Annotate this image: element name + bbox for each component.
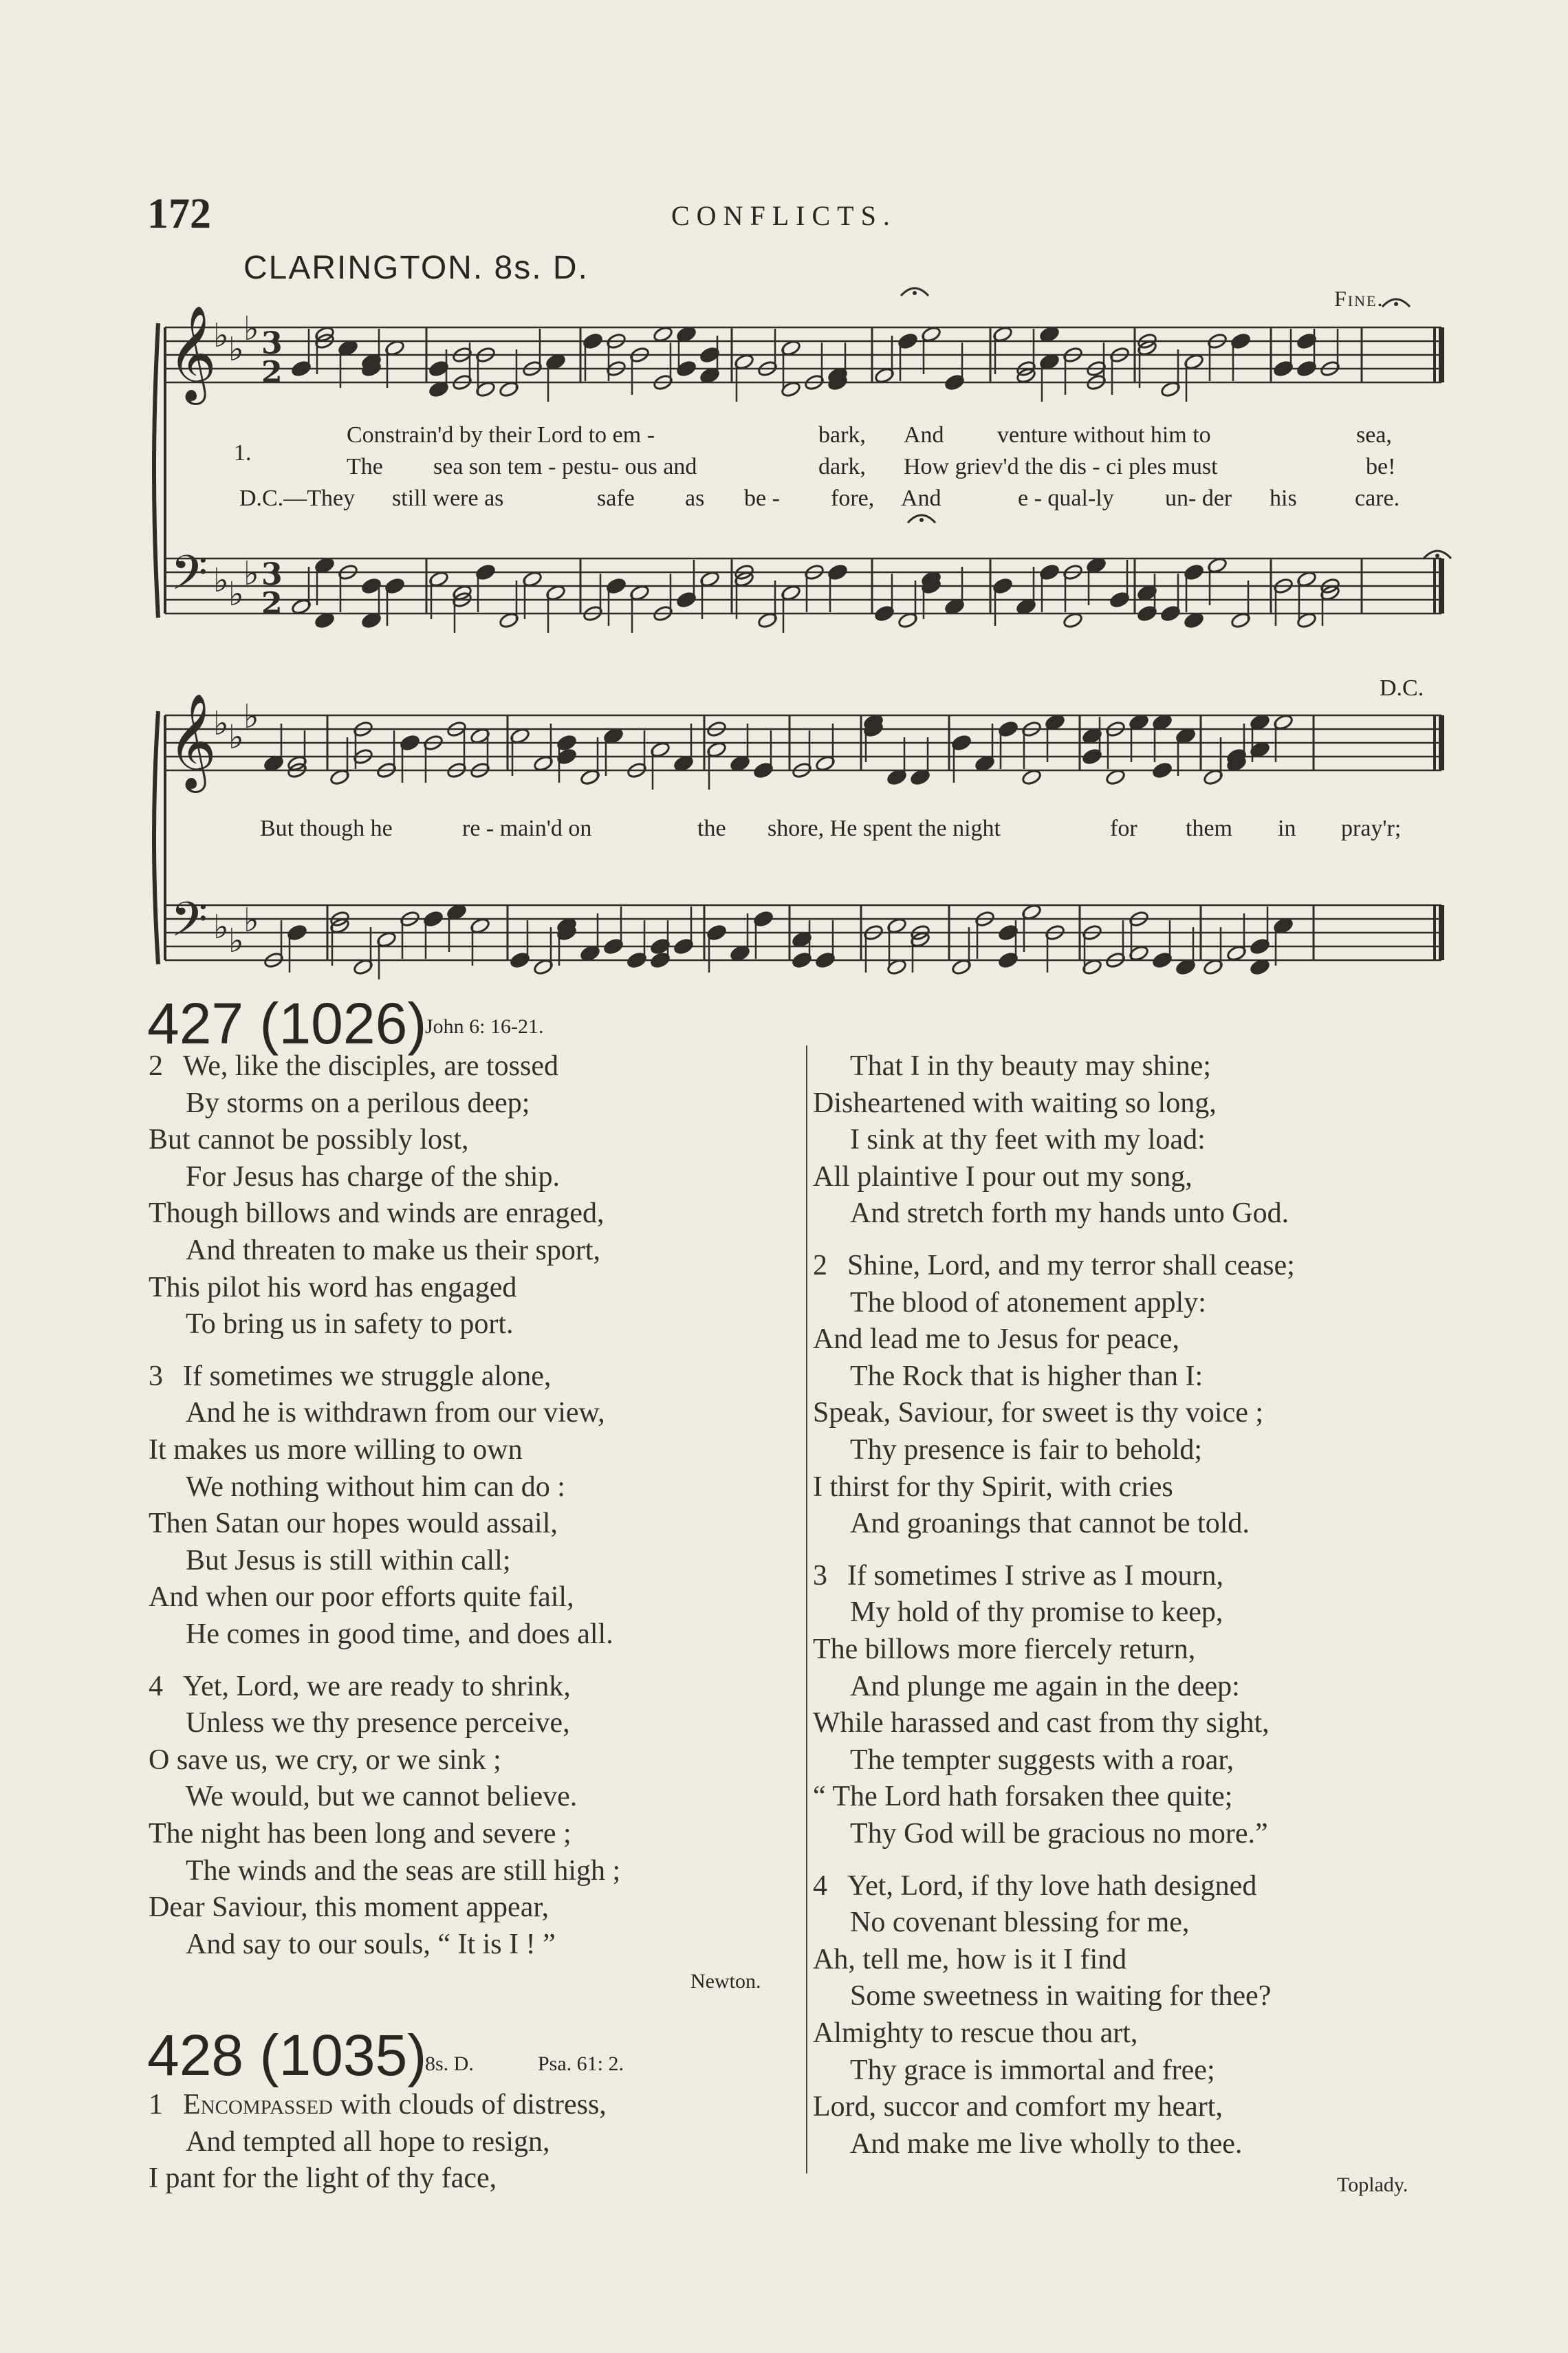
- verse-line: [850, 1744, 1234, 1777]
- bass-clef-symbol: 𝄢: [171, 891, 208, 959]
- line-text: And he is withdrawn from our view,: [186, 1397, 605, 1429]
- lyric-syllable: e - qual-ly: [1018, 486, 1114, 511]
- fermata-dot: [913, 291, 917, 295]
- verse-line: [149, 1507, 558, 1540]
- lyric-syllable: The: [347, 454, 383, 479]
- flat-symbol: ♭: [228, 718, 244, 757]
- lyric-syllable: for: [1110, 816, 1137, 841]
- verse-line: [186, 1396, 605, 1429]
- verse-line: [813, 2090, 1223, 2123]
- verse-line: [813, 1249, 1295, 1282]
- lyric-syllable: bark,: [818, 422, 866, 448]
- line-text: And threaten to make us their sport,: [186, 1235, 601, 1266]
- verse-line: [813, 1323, 1179, 1356]
- line-text: Then Satan our hopes would assail,: [149, 1508, 558, 1540]
- hymn-428-meter: 8s. D.: [425, 2052, 474, 2075]
- verse-line: [813, 1396, 1263, 1429]
- verse-line: [186, 1780, 577, 1813]
- verse-line: [813, 1706, 1270, 1739]
- flat-symbol: ♭: [228, 330, 244, 369]
- line-text: Almighty to rescue thou art,: [813, 2017, 1138, 2049]
- lyric-syllable: be -: [744, 486, 780, 511]
- verse-line: All plaintive I pour out my song,: [813, 1160, 1193, 1193]
- line-text: While harassed and cast from thy sight,: [813, 1707, 1270, 1739]
- hymn-427-reference: John 6: 16-21.: [425, 1015, 544, 1038]
- hymn-427-author: Newton.: [690, 1970, 761, 1993]
- fine-marking: Fine.: [1334, 286, 1384, 311]
- time-signature: 3: [261, 557, 283, 592]
- verse-line: [813, 1559, 1223, 1592]
- line-text: We would, but we cannot believe.: [186, 1781, 578, 1813]
- hymn-428-number: 428 (1035): [147, 2023, 427, 2088]
- flat-symbol: ♭: [228, 922, 244, 960]
- flat-symbol: ♭: [243, 554, 259, 593]
- verse-line: [186, 1160, 560, 1193]
- line-text: To bring us in safety to port.: [186, 1308, 514, 1341]
- treble-clef-symbol: 𝄞: [168, 305, 217, 401]
- line-text: And say to our souls, “ It is I ! ”: [186, 1928, 556, 1960]
- stanza-number: 2: [149, 1050, 163, 1082]
- tune-name: CLARINGTON. 8s. D.: [243, 250, 589, 286]
- lyric-syllable: them: [1186, 816, 1232, 841]
- hymn-427-number: 427 (1026): [147, 991, 427, 1056]
- lyric-syllable: safe: [597, 486, 635, 511]
- line-text: Unless we thy presence perceive,: [186, 1707, 570, 1739]
- verse-line: [149, 1197, 605, 1230]
- treble-clef-symbol: 𝄞: [168, 693, 217, 789]
- verse-line: [186, 1471, 565, 1504]
- lyric-syllable: venture without him to: [997, 422, 1211, 448]
- line-text: Lord, succor and comfort my heart,: [813, 2091, 1223, 2123]
- verse-line: [850, 2127, 1242, 2160]
- hymn-428-stanza-1-line-1: [149, 2088, 607, 2121]
- line-text: Thy God will be gracious no more.”: [850, 1818, 1268, 1850]
- line-text: And lead me to Jesus for peace,: [813, 1323, 1179, 1356]
- hymn-428-reference: Psa. 61: 2.: [538, 2052, 624, 2075]
- line-text: Thy presence is fair to behold;: [850, 1434, 1202, 1466]
- lyric-syllable: care.: [1355, 486, 1400, 511]
- verse-line: Disheartened with waiting so long,: [813, 1087, 1217, 1119]
- verse-line: [813, 1471, 1173, 1504]
- line-text: If sometimes I strive as I mourn,: [847, 1559, 1224, 1592]
- verse-line: I pant for the light of thy face,: [149, 2162, 497, 2195]
- flat-symbol: ♭: [213, 704, 229, 743]
- verse-line: That I in thy beauty may shine;: [850, 1050, 1211, 1082]
- line-text: Thy grace is immortal and free;: [850, 2054, 1215, 2086]
- line-text: He comes in good time, and does all.: [186, 1618, 613, 1650]
- lyric-syllable: fore,: [831, 486, 875, 511]
- line-text: The billows more fiercely return,: [813, 1634, 1196, 1665]
- time-signature: 2: [261, 355, 283, 390]
- line-rest: with clouds of distress,: [340, 2089, 607, 2121]
- verse-line: And tempted all hope to resign,: [186, 2125, 550, 2158]
- stanza-number: 4: [149, 1670, 163, 1702]
- lyric-syllable: And: [904, 422, 944, 448]
- dc-marking: D.C.: [1380, 675, 1424, 701]
- flat-symbol: ♭: [213, 316, 229, 355]
- lyric-syllable: sea son tem - pestu- ous and: [433, 454, 697, 479]
- verse-line: [850, 1906, 1189, 1939]
- line-text: Dear Saviour, this moment appear,: [149, 1891, 549, 1924]
- verse-line: [850, 1817, 1268, 1850]
- fermata-dot: [1394, 302, 1398, 306]
- line-text: My hold of thy promise to keep,: [850, 1596, 1223, 1629]
- lyric-syllable: shore, He spent the night: [767, 816, 1001, 841]
- verse-line: [850, 2054, 1215, 2087]
- line-text: O save us, we cry, or we sink ;: [149, 1744, 501, 1776]
- line-text: Yet, Lord, if thy love hath designed: [847, 1869, 1257, 1902]
- line-text: And groanings that cannot be told.: [850, 1508, 1250, 1540]
- verse-line: And stretch forth my hands unto God.: [850, 1197, 1289, 1230]
- verse-line: [186, 1544, 511, 1577]
- system-brace: [154, 323, 158, 618]
- line-text: Speak, Saviour, for sweet is thy voice ;: [813, 1397, 1264, 1429]
- note-head: [1152, 761, 1173, 779]
- lyric-syllable: dark,: [818, 454, 866, 479]
- time-signature: 2: [261, 586, 283, 621]
- fermata-dot: [919, 518, 924, 522]
- verse-line: [813, 1633, 1195, 1666]
- line-text: Though billows and winds are enraged,: [149, 1197, 605, 1230]
- line-text: But cannot be possibly lost,: [149, 1124, 469, 1156]
- lyric-syllable: re - main'd on: [462, 816, 592, 841]
- verse-line: [813, 1780, 1232, 1813]
- verse-line: [186, 1706, 570, 1739]
- system-brace: [154, 711, 158, 964]
- line-text: The Rock that is higher than I:: [850, 1360, 1204, 1392]
- verse-line: [186, 1854, 620, 1887]
- line-text: The winds and the seas are still high ;: [186, 1854, 621, 1887]
- fermata-dot: [1435, 554, 1439, 558]
- verse-line: [186, 1928, 556, 1961]
- line-text: And make me live wholly to thee.: [850, 2127, 1243, 2160]
- line-text: But Jesus is still within call;: [186, 1544, 511, 1576]
- verse-line: [186, 1618, 613, 1651]
- lyric-syllable: pray'r;: [1341, 816, 1402, 841]
- line-text: The blood of atonement apply:: [850, 1286, 1206, 1319]
- verse-line: [850, 1507, 1250, 1540]
- staff-notation: [0, 0, 1568, 990]
- line-text: I thirst for thy Spirit, with cries: [813, 1471, 1173, 1503]
- line-text: Yet, Lord, we are ready to shrink,: [183, 1670, 571, 1702]
- lyric-syllable: D.C.—They: [239, 486, 356, 511]
- verse-line: [149, 1050, 558, 1083]
- line-text: It makes us more willing to own: [149, 1434, 523, 1466]
- verse-line: [149, 1123, 469, 1156]
- lyric-syllable: How griev'd the dis - ci ples must: [904, 454, 1218, 479]
- running-head: CONFLICTS.: [671, 200, 897, 231]
- flat-symbol: ♭: [243, 901, 259, 940]
- verse-line: [813, 2017, 1137, 2050]
- line-text: No covenant blessing for me,: [850, 1907, 1190, 1939]
- stanza-number: 3: [813, 1559, 827, 1592]
- verse-line: [149, 1433, 523, 1466]
- column-divider: [806, 1045, 807, 2173]
- verse-line: [850, 1360, 1203, 1393]
- line-text: We nothing without him can do :: [186, 1471, 565, 1503]
- flat-symbol: ♭: [243, 310, 259, 348]
- line-text: For Jesus has charge of the ship.: [186, 1160, 560, 1193]
- verse-line: [186, 1308, 514, 1341]
- lyric-syllable: the: [697, 816, 726, 841]
- lyric-syllable: as: [685, 486, 705, 511]
- line-text: Ah, tell me, how is it I find: [813, 1943, 1127, 1975]
- verse-line: [850, 1596, 1223, 1629]
- verse-line: [850, 1433, 1202, 1466]
- verse-line: [149, 1817, 571, 1850]
- verse-line: [149, 1670, 571, 1703]
- stanza-number: 2: [813, 1250, 827, 1281]
- verse-line: [850, 1980, 1271, 2013]
- verse-line: I sink at thy feet with my load:: [850, 1124, 1206, 1156]
- verse-line: [149, 1581, 574, 1614]
- page-number: 172: [147, 191, 211, 237]
- verse-line: [850, 1286, 1206, 1319]
- verse-line: [149, 1360, 551, 1393]
- stanza-number: 3: [149, 1360, 163, 1392]
- verse-line: [149, 1891, 549, 1924]
- line-text: The night has been long and severe ;: [149, 1818, 571, 1850]
- line-text: And plunge me again in the deep:: [850, 1670, 1240, 1702]
- line-text: And when our poor efforts quite fail,: [149, 1581, 574, 1614]
- lyric-syllable: But though he: [260, 816, 393, 841]
- small-caps-lead: Encompassed: [183, 2089, 333, 2121]
- time-signature: 3: [261, 326, 283, 361]
- hymn-428-author: Toplady.: [1337, 2173, 1408, 2196]
- lyric-syllable: in: [1278, 816, 1296, 841]
- line-text: Shine, Lord, and my terror shall cease;: [847, 1250, 1295, 1281]
- lyric-syllable: his: [1270, 486, 1297, 511]
- lyric-syllable: And: [901, 486, 941, 511]
- line-text: We, like the disciples, are tossed: [183, 1050, 558, 1082]
- verse-line: [186, 1087, 530, 1120]
- verse-line: [813, 1943, 1126, 1976]
- lyric-syllable: Constrain'd by their Lord to em -: [347, 422, 655, 448]
- lyric-syllable: still were as: [392, 486, 504, 511]
- verse-line: [850, 1670, 1240, 1703]
- flat-symbol: ♭: [228, 575, 244, 614]
- verse-number: 1.: [234, 440, 252, 466]
- lyric-syllable: be!: [1366, 454, 1396, 479]
- note-head: [627, 951, 647, 968]
- verse-line: [149, 1271, 516, 1304]
- verse-line: [813, 1869, 1256, 1902]
- line-text: “ The Lord hath forsaken thee quite;: [813, 1781, 1233, 1813]
- verse-line: [186, 1234, 600, 1267]
- line-text: Some sweetness in waiting for thee?: [850, 1980, 1272, 2013]
- flat-symbol: ♭: [213, 908, 229, 946]
- line-text: The tempter suggests with a roar,: [850, 1744, 1234, 1776]
- stanza-number: 4: [813, 1869, 827, 1902]
- line-text: If sometimes we struggle alone,: [183, 1360, 552, 1392]
- line-text: This pilot his word has engaged: [149, 1271, 517, 1303]
- line-text: By storms on a perilous deep;: [186, 1087, 530, 1119]
- lyric-syllable: un- der: [1165, 486, 1232, 511]
- bass-clef-symbol: 𝄢: [171, 545, 208, 612]
- flat-symbol: ♭: [213, 561, 229, 600]
- verse-line: [149, 1744, 501, 1777]
- stanza-number: 1: [149, 2089, 163, 2121]
- flat-symbol: ♭: [243, 697, 259, 736]
- lyric-syllable: sea,: [1356, 422, 1392, 448]
